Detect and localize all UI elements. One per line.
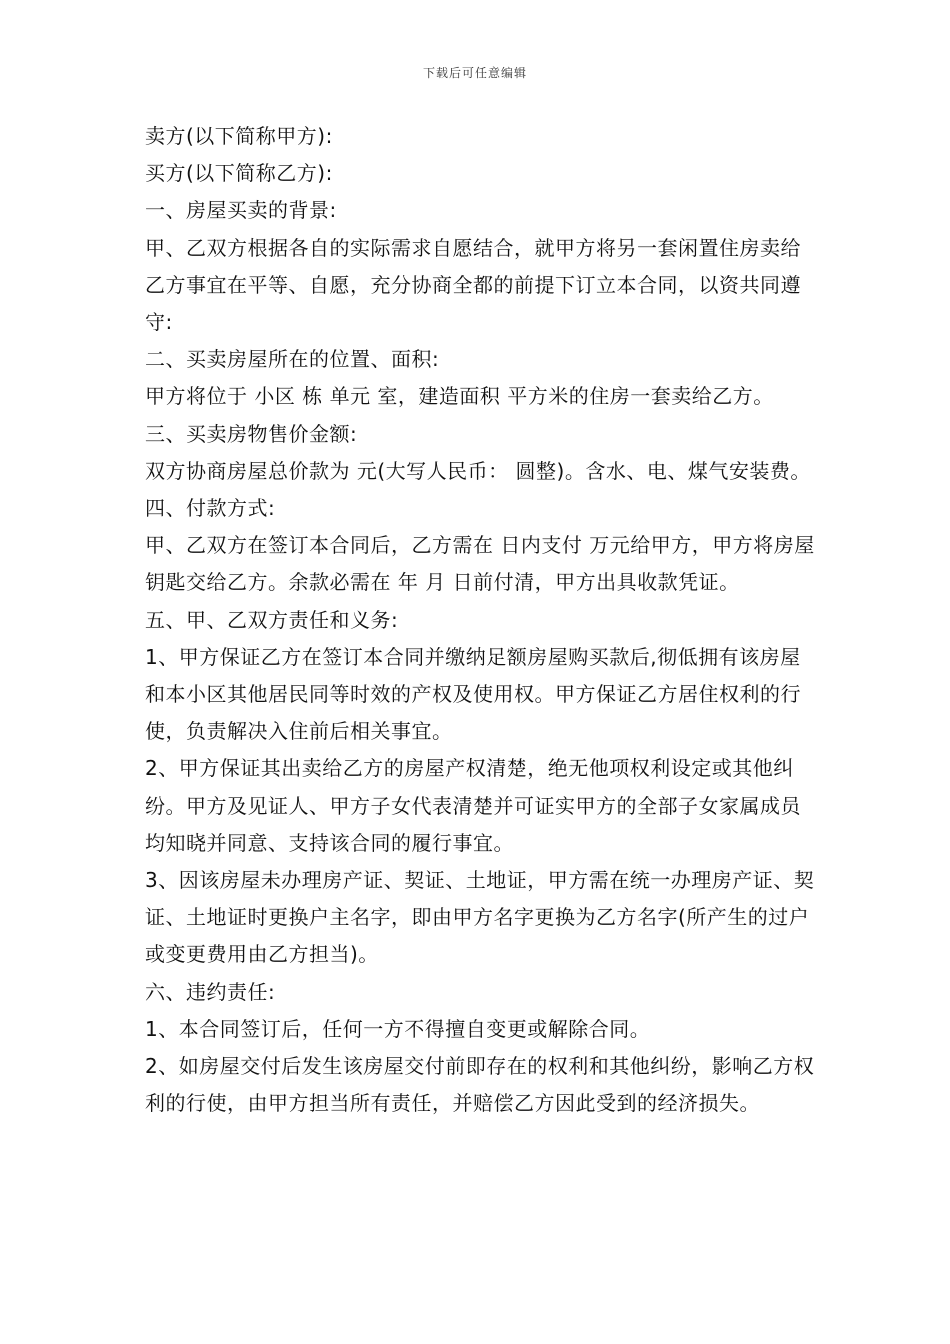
buyer-line: 买方(以下简称乙方): xyxy=(145,161,333,186)
section-heading-payment: 四、付款方式: xyxy=(145,496,276,521)
section-heading-location: 二、买卖房屋所在的位置、面积: xyxy=(145,347,440,372)
section-heading-duties: 五、甲、乙双方责任和义务: xyxy=(145,607,399,632)
clause-duties-2: 2、甲方保证其出卖给乙方的房屋产权清楚，绝无他项权利设定或其他纠纷。甲方及见证人、甲方子女代表清楚并可证实甲方的全部子女家属成员均知晓并同意、支持该合同的履行事宜。 xyxy=(145,756,801,855)
paragraph-payment: 甲、乙双方在签订本合同后，乙方需在 日内支付 万元给甲方，甲方将房屋钥匙交给乙方。余款必需在 年 月 日前付清，甲方出具收款凭证。 xyxy=(145,533,815,595)
paragraph-background: 甲、乙双方根据各自的实际需求自愿结合，就甲方将另一套闲置住房卖给乙方事宜在平等、自愿，充分协商全都的前提下订立本合同，以资共同遵守: xyxy=(145,235,801,335)
paragraph-location: 甲方将位于 小区 栋 单元 室，建造面积 平方米的住房一套卖给乙方。 xyxy=(145,384,774,409)
page-header: 下载后可任意编辑 xyxy=(422,66,527,80)
section-heading-breach: 六、违约责任: xyxy=(145,979,276,1004)
clause-duties-3: 3、因该房屋未办理房产证、契证、土地证，甲方需在统一办理房产证、契证、土地证时更换户主名字，即由甲方名字更换为乙方名字(所产生的过户或变更费用由乙方担当)。 xyxy=(145,868,815,967)
clause-breach-1: 1、本合同签订后，任何一方不得擅自变更或解除合同。 xyxy=(145,1016,651,1041)
contract-body xyxy=(145,118,817,1122)
section-heading-background: 一、房屋买卖的背景: xyxy=(145,198,337,223)
paragraph-price: 双方协商房屋总价款为 元(大写人民币： 圆整)。含水、电、煤气安装费。 xyxy=(145,458,811,483)
seller-line: 卖方(以下简称甲方): xyxy=(145,124,333,148)
clause-breach-2: 2、如房屋交付后发生该房屋交付前即存在的权利和其他纠纷，影响乙方权利的行使，由甲方担当所有责任，并赔偿乙方因此受到的经济损失。 xyxy=(145,1054,815,1116)
clause-duties-1: 1、甲方保证乙方在签订本合同并缴纳足额房屋购买款后,彻低拥有该房屋和本小区其他居民同等时效的产权及使用权。甲方保证乙方居住权利的行使，负责解决入住前后相关事宜。 xyxy=(145,644,801,744)
section-heading-price: 三、买卖房物售价金额: xyxy=(145,421,358,446)
